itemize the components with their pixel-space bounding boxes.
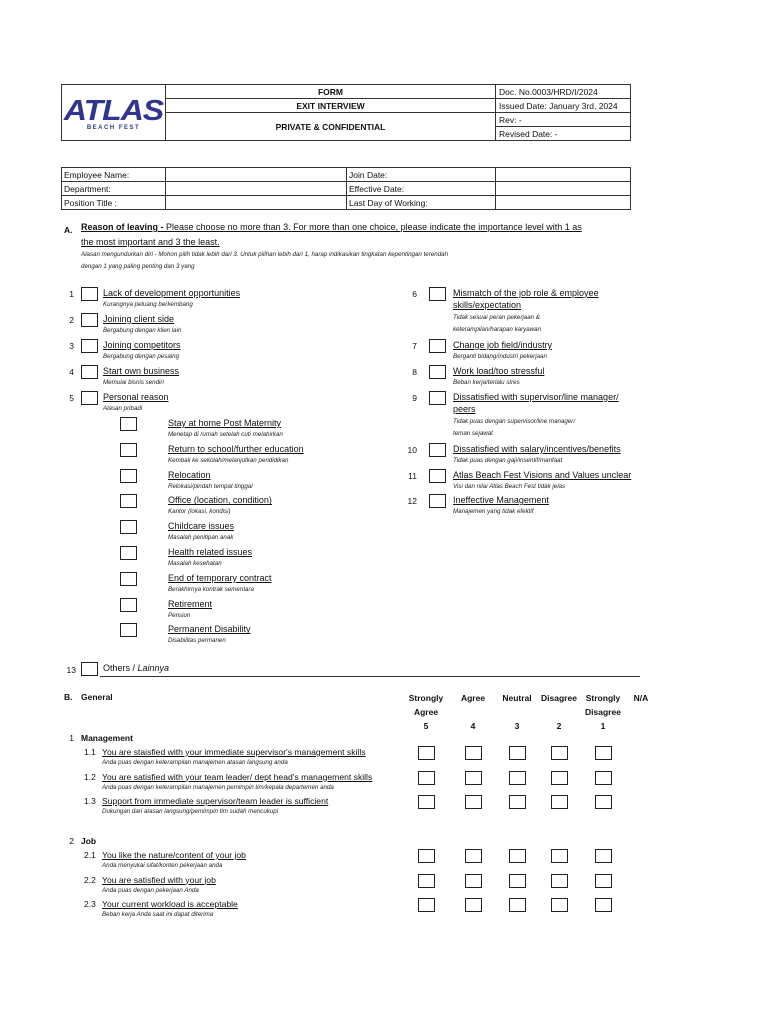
- rating-checkbox[interactable]: [465, 898, 482, 912]
- rating-column-label-2: [449, 705, 497, 719]
- position-label: Position Title :: [62, 196, 166, 210]
- personal-reason-sub: Relokasi/pindah tempat tinggal: [168, 482, 253, 490]
- reason-checkbox[interactable]: [81, 313, 98, 327]
- question-sub: Anda puas dengan keterampilan manajemen atasan langsung anda: [102, 759, 288, 766]
- rating-checkbox[interactable]: [465, 849, 482, 863]
- section-a-instr-1: Please choose no more than 3. For more than one choice, please indicate the importance level with 1 as: [163, 222, 582, 232]
- rating-column-header: [493, 691, 541, 733]
- reason-number: 12: [407, 496, 417, 506]
- personal-reason-sub: Kantor (lokasi, kondisi): [168, 508, 231, 516]
- reason-label: Joining competitors: [103, 340, 181, 350]
- question-number: 1.1: [84, 747, 96, 757]
- reason-number: 10: [407, 445, 417, 455]
- rating-checkbox[interactable]: [465, 874, 482, 888]
- reason-checkbox[interactable]: [81, 391, 98, 405]
- reason-number: 4: [69, 367, 74, 377]
- reason-label: Work load/too stressful: [453, 366, 545, 376]
- form-label: FORM: [166, 85, 496, 99]
- reason-checkbox[interactable]: [81, 287, 98, 301]
- reason-sub: Bergabung dengan pesaing: [103, 353, 180, 360]
- personal-reason-sub: Kembali ke sekolah/melanjutkan pendidikan: [168, 456, 289, 464]
- join-date-field[interactable]: [496, 168, 631, 182]
- rating-column-label: Agree: [460, 693, 486, 703]
- others-line: [100, 676, 640, 677]
- rating-column-label-2: [493, 705, 541, 719]
- rating-column-header: [402, 691, 450, 733]
- rating-checkbox[interactable]: [418, 898, 435, 912]
- employee-name-label: Employee Name:: [62, 168, 166, 182]
- personal-reason-label: Stay at home Post Maternity: [168, 418, 282, 428]
- personal-reason-label: Health related issues: [168, 547, 253, 557]
- personal-reason-label: Childcare issues: [168, 521, 235, 532]
- rating-checkbox[interactable]: [418, 746, 435, 760]
- effective-date-label: Effective Date:: [347, 182, 496, 196]
- reason-checkbox[interactable]: [429, 443, 446, 457]
- question-sub: Dukungan dari atasan langsung/pemimpin tim sudah mencukupi: [102, 808, 279, 815]
- rating-column-label-2: Disagree: [585, 707, 621, 717]
- rating-column-label: Neutral: [502, 693, 532, 703]
- rating-checkbox[interactable]: [595, 874, 612, 888]
- reason-label-cont: peers: [453, 404, 476, 414]
- department-label: Department:: [62, 182, 166, 196]
- rating-checkbox[interactable]: [509, 771, 526, 785]
- exit-interview-title: EXIT INTERVIEW: [166, 99, 496, 113]
- question-sub: Anda puas dengan pekerjaan Anda: [102, 886, 199, 894]
- rating-column-value: 1: [600, 721, 606, 731]
- personal-reason-checkbox[interactable]: [120, 546, 137, 560]
- reason-sub: Bergabung dengan klien lain: [103, 327, 182, 334]
- personal-reason-sub: Disabilitas permanen: [168, 637, 226, 645]
- reason-number: 1: [69, 289, 74, 299]
- reason-sub-cont: teman sejawat: [453, 430, 493, 437]
- rating-checkbox[interactable]: [418, 771, 435, 785]
- revised-date: Revised Date: -: [496, 127, 631, 141]
- personal-reason-checkbox[interactable]: [120, 443, 137, 457]
- join-date-label: Join Date:: [347, 168, 496, 182]
- reason-sub: Tidak puas dengan supervisor/line manager/: [453, 418, 576, 425]
- personal-reason-label: Relocation: [168, 469, 211, 480]
- rating-checkbox[interactable]: [509, 874, 526, 888]
- rating-checkbox[interactable]: [595, 795, 612, 809]
- rating-column-header: [449, 691, 497, 733]
- rating-checkbox[interactable]: [509, 795, 526, 809]
- rating-column-label-2: [535, 705, 583, 719]
- rating-checkbox[interactable]: [595, 898, 612, 912]
- others-label: Others /: [103, 663, 138, 673]
- revision: Rev: -: [496, 113, 631, 127]
- group-title: Management: [81, 733, 133, 743]
- rating-checkbox[interactable]: [418, 849, 435, 863]
- reason-label: Change job field/industry: [453, 340, 553, 350]
- effective-date-field[interactable]: [496, 182, 631, 196]
- rating-checkbox[interactable]: [595, 771, 612, 785]
- personal-reason-sub: Pensiun: [168, 611, 191, 619]
- reason-sub-cont: keterampilan/harapan karyawan: [453, 326, 542, 333]
- rating-column-label-2: Agree: [413, 707, 439, 717]
- question-label: Your current workload is acceptable: [102, 899, 238, 909]
- reason-label: Start own business: [103, 366, 180, 376]
- reason-number: 6: [412, 289, 417, 299]
- last-day-field[interactable]: [496, 196, 631, 210]
- reason-checkbox[interactable]: [429, 287, 446, 301]
- section-a-instructions: [81, 222, 582, 232]
- question-sub: Anda menyukai sifat/konten pekerjaan anda: [102, 862, 223, 869]
- reason-label: Joining client side: [103, 314, 175, 324]
- last-day-label: Last Day of Working:: [347, 196, 496, 210]
- others-italic: Lainnya: [137, 663, 170, 673]
- rating-checkbox[interactable]: [418, 795, 435, 809]
- question-number: 2.1: [84, 850, 96, 860]
- logo-sub: BEACH FEST: [86, 124, 141, 131]
- section-a-letter: A.: [64, 225, 73, 235]
- rating-checkbox[interactable]: [465, 795, 482, 809]
- reason-number: 5: [69, 393, 74, 403]
- question-number: 1.3: [84, 796, 96, 806]
- na-column-header: N/A: [633, 693, 649, 703]
- rating-checkbox[interactable]: [595, 849, 612, 863]
- position-field[interactable]: [166, 196, 347, 210]
- rating-column-header: [535, 691, 583, 733]
- reason-number: 8: [412, 367, 417, 377]
- section-b-letter: B.: [64, 692, 73, 702]
- header-table: [61, 84, 631, 141]
- rating-column-value: 2: [556, 721, 562, 731]
- personal-reason-label: Return to school/further education: [168, 443, 304, 454]
- rating-column-label: Strongly: [408, 693, 444, 703]
- rating-checkbox[interactable]: [551, 746, 568, 760]
- reason-number: 3: [69, 341, 74, 351]
- rating-checkbox[interactable]: [418, 874, 435, 888]
- reason-sub: Alasan pribadi: [103, 405, 143, 412]
- question-sub: Beban kerja Anda saat ini dapat diterima: [102, 911, 214, 918]
- reason-checkbox[interactable]: [429, 469, 446, 483]
- rating-checkbox[interactable]: [551, 771, 568, 785]
- reason-sub: Tidak sesuai peran pekerjaan &: [453, 314, 540, 321]
- reason-sub: Visi dan nilai Atlas Beach Fest tidak jelas: [453, 483, 566, 490]
- rating-checkbox[interactable]: [595, 746, 612, 760]
- reason-sub: Kurangnya peluang berkembang: [103, 301, 193, 308]
- question-number: 2.3: [84, 899, 96, 909]
- employee-table: [61, 167, 631, 210]
- section-a-title: Reason of leaving -: [81, 222, 164, 232]
- reason-checkbox[interactable]: [429, 365, 446, 379]
- reason-label: Dissatisfied with salary/incentives/benefits: [453, 444, 621, 454]
- group-number: 1: [69, 733, 74, 743]
- reason-label: Mismatch of the job role & employee: [453, 288, 599, 298]
- reason-number: 2: [69, 315, 74, 325]
- rating-checkbox[interactable]: [551, 795, 568, 809]
- question-label: You are satisfied with your team leader/ dept head's management skills: [102, 771, 373, 782]
- section-a-sub-2: dengan 1 yang paling penting dan 3 yang: [81, 263, 195, 270]
- question-label: You are staisfied with your immediate supervisor's management skills: [102, 747, 366, 757]
- rating-checkbox[interactable]: [509, 849, 526, 863]
- rating-column-label: Strongly: [585, 693, 621, 703]
- reason-checkbox[interactable]: [429, 494, 446, 508]
- department-field[interactable]: [166, 182, 347, 196]
- reason-checkbox[interactable]: [81, 365, 98, 379]
- reason-number: 13: [66, 665, 76, 675]
- rating-column-header: [579, 691, 627, 733]
- group-title: Job: [81, 836, 97, 846]
- atlas-logo: [65, 95, 162, 131]
- question-label: Support from immediate supervisor/team leader is sufficient: [102, 796, 329, 806]
- personal-reason-label: End of temporary contract: [168, 572, 272, 583]
- question-number: 1.2: [84, 771, 96, 782]
- reason-number: 7: [412, 341, 417, 351]
- section-b-title: General: [81, 692, 113, 702]
- personal-reason-sub: Masalah penitipan anak: [168, 534, 234, 542]
- personal-reason-label: Retirement: [168, 598, 213, 609]
- personal-reason-checkbox[interactable]: [120, 417, 137, 431]
- logo-word: ATLAS: [63, 93, 164, 126]
- section-a-instr-2: the most important and 3 the least.: [81, 237, 220, 247]
- personal-reason-checkbox[interactable]: [120, 572, 137, 586]
- question-number: 2.2: [84, 874, 96, 885]
- reason-sub: Beban kerja/terlalu stres: [453, 379, 520, 386]
- reason-label: Personal reason: [103, 392, 169, 402]
- reason-label: Ineffective Management: [453, 495, 549, 505]
- reason-label: Dissatisfied with supervisor/line manager/: [453, 392, 619, 402]
- reason-checkbox[interactable]: [81, 339, 98, 353]
- rating-column-value: 4: [470, 721, 476, 731]
- rating-column-label: Disagree: [541, 693, 577, 703]
- question-label: You like the nature/content of your job: [102, 850, 246, 860]
- question-sub: Anda puas dengan keterampilan manajemen pemimpin tim/kepala departemen anda: [102, 783, 334, 791]
- reason-number: 9: [412, 393, 417, 403]
- personal-reason-label: Office (location, condition): [168, 495, 272, 506]
- reason-sub: Tidak puas dengan gaji/insentif/manfaat: [453, 457, 563, 464]
- group-number: 2: [69, 836, 74, 846]
- doc-number: Doc. No.0003/HRD/I/2024: [496, 85, 631, 99]
- rating-column-value: 5: [423, 721, 429, 731]
- personal-reason-sub: Berakhirnya kontrak sementara: [168, 585, 254, 593]
- private-confidential: PRIVATE & CONFIDENTIAL: [166, 113, 496, 141]
- question-label: You are satisfied with your job: [102, 874, 216, 885]
- employee-name-field[interactable]: [166, 168, 347, 182]
- rating-checkbox[interactable]: [551, 874, 568, 888]
- rating-checkbox[interactable]: [465, 746, 482, 760]
- issued-date: Issued Date: January 3rd, 2024: [496, 99, 631, 113]
- reason-sub: Manajemen yang tidak efektif: [453, 508, 534, 515]
- rating-checkbox[interactable]: [465, 771, 482, 785]
- reason-number: 11: [408, 471, 417, 481]
- reason-label-cont: skills/expectation: [453, 300, 522, 310]
- reason-label: Atlas Beach Fest Visions and Values unclear: [453, 470, 632, 480]
- rating-column-value: 3: [514, 721, 520, 731]
- reason-checkbox[interactable]: [429, 391, 446, 405]
- rating-checkbox[interactable]: [551, 849, 568, 863]
- personal-reason-checkbox[interactable]: [120, 520, 137, 534]
- reason-checkbox[interactable]: [429, 339, 446, 353]
- reason-checkbox-others[interactable]: [81, 662, 98, 676]
- personal-reason-label: Permanent Disability: [168, 624, 251, 635]
- rating-checkbox[interactable]: [509, 746, 526, 760]
- personal-reason-checkbox[interactable]: [120, 623, 137, 637]
- personal-reason-sub: Menetap di rumah setelah cuti melahirkan: [168, 431, 283, 438]
- rating-checkbox[interactable]: [509, 898, 526, 912]
- reason-sub: Berganti bidang/industri pekerjaan: [453, 353, 547, 360]
- rating-checkbox[interactable]: [551, 898, 568, 912]
- personal-reason-sub: Masalah kesehatan: [168, 560, 222, 567]
- personal-reason-checkbox[interactable]: [120, 494, 137, 508]
- reason-sub: Memulai bisnis sendiri: [103, 379, 164, 386]
- reason-label: Lack of development opportunities: [103, 288, 241, 298]
- section-a-sub-1: Alasan mengundurkan diri - Mohon pilih tidak lebih dari 3. Untuk pilihan lebih dari 1, harap indikasikan tingkatan kepentingan terendah: [81, 251, 449, 258]
- logo-cell: [62, 85, 166, 141]
- others-label-row: [103, 663, 169, 673]
- personal-reason-checkbox[interactable]: [120, 469, 137, 483]
- personal-reason-checkbox[interactable]: [120, 598, 137, 612]
